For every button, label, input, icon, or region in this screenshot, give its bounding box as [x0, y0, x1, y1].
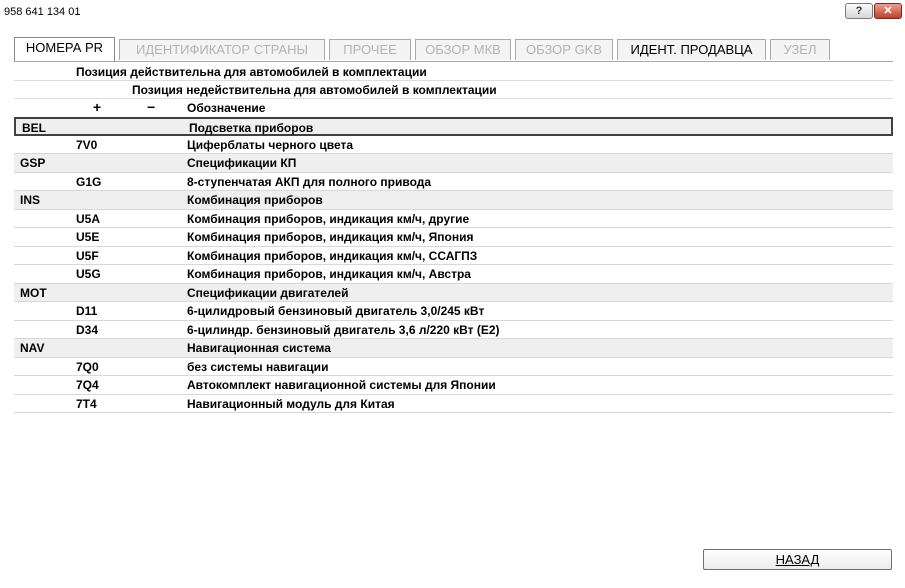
description-cell: Циферблаты черного цвета — [187, 137, 354, 152]
pr-code-cell: 7V0 — [76, 137, 98, 152]
description-cell: Комбинация приборов, индикация км/ч, Япония — [187, 230, 474, 244]
tab-pr-numbers[interactable]: НОМЕРА PR — [14, 37, 115, 61]
description-cell: Навигационный модуль для Китая — [187, 396, 395, 411]
group-code-cell: GSP — [20, 156, 46, 170]
table-row[interactable] — [14, 376, 893, 395]
group-code-cell: INS — [20, 193, 41, 207]
table-row[interactable] — [14, 265, 893, 284]
title-bar — [0, 0, 905, 24]
pr-code-cell: D34 — [76, 322, 99, 337]
header-divider — [14, 80, 893, 81]
table-row[interactable] — [14, 228, 893, 247]
table-row[interactable] — [14, 136, 893, 155]
tab-mkv-overview[interactable]: ОБЗОР МКВ — [415, 39, 511, 60]
tab-country-id[interactable]: ИДЕНТИФИКАТОР СТРАНЫ — [119, 39, 325, 60]
description-cell: 8-ступенчатая АКП для полного привода — [187, 174, 432, 189]
description-cell: Навигационная система — [187, 341, 331, 355]
header-minus-label: − — [147, 99, 156, 115]
pr-code-cell: D11 — [76, 304, 98, 318]
header-divider — [14, 98, 893, 99]
group-row[interactable] — [14, 191, 893, 210]
description-cell: Подсветка приборов — [189, 121, 314, 135]
header-valid-text: Позиция действительна для автомобилей в комплектации — [76, 65, 427, 79]
window-title: 958 641 134 01 — [4, 6, 81, 18]
pr-code-cell: G1G — [76, 174, 102, 189]
table-row[interactable] — [14, 302, 893, 321]
table-row[interactable] — [14, 395, 893, 414]
description-cell: без системы навигации — [187, 359, 329, 374]
description-cell: Автокомплект навигационной системы для Японии — [187, 378, 496, 392]
tab-other[interactable]: ПРОЧЕЕ — [329, 39, 411, 60]
tab-node[interactable]: УЗЕЛ — [770, 39, 830, 60]
pr-code-cell: 7Q0 — [76, 359, 99, 374]
header-invalid-text: Позиция недействительна для автомобилей в комплектации — [132, 83, 497, 97]
group-code-cell: NAV — [20, 341, 45, 355]
close-button[interactable]: ✕ — [874, 3, 902, 19]
description-cell: Комбинация приборов, индикация км/ч, ССАГПЗ — [187, 248, 478, 263]
header-designation: Обозначение — [187, 101, 266, 115]
group-code-cell: MOT — [20, 285, 47, 300]
pr-numbers-table — [14, 117, 893, 413]
tab-gkb-overview[interactable]: ОБЗОР GKB — [515, 39, 613, 60]
pr-code-cell: 7Q4 — [76, 378, 99, 392]
help-button[interactable]: ? — [845, 3, 873, 19]
group-code-cell: BEL — [22, 121, 46, 135]
description-cell: Комбинация приборов — [187, 193, 323, 207]
tab-divider — [14, 61, 893, 62]
group-row[interactable] — [14, 117, 893, 136]
back-button[interactable]: НАЗАД — [703, 549, 892, 570]
group-row[interactable] — [14, 284, 893, 303]
table-row[interactable] — [14, 358, 893, 377]
pr-code-cell: U5F — [76, 248, 99, 263]
pr-code-cell: U5A — [76, 211, 101, 226]
description-cell: 6-цилиндр. бензиновый двигатель 3,6 л/220 кВт (E2) — [187, 322, 500, 337]
group-row[interactable] — [14, 154, 893, 173]
header-plus-label: + — [93, 99, 102, 115]
table-row[interactable] — [14, 210, 893, 229]
pr-code-cell: 7T4 — [76, 396, 97, 411]
pr-code-cell: U5E — [76, 230, 100, 244]
tab-dealer-id[interactable]: ИДЕНТ. ПРОДАВЦА — [617, 39, 766, 60]
description-cell: Спецификации двигателей — [187, 285, 349, 300]
description-cell: Комбинация приборов, индикация км/ч, другие — [187, 211, 470, 226]
table-row[interactable] — [14, 321, 893, 340]
description-cell: Комбинация приборов, индикация км/ч, Австра — [187, 267, 471, 281]
description-cell: Спецификации КП — [187, 156, 297, 170]
table-row[interactable] — [14, 247, 893, 266]
pr-code-cell: U5G — [76, 267, 101, 281]
table-row[interactable] — [14, 173, 893, 192]
group-row[interactable] — [14, 339, 893, 358]
description-cell: 6-цилидровый бензиновый двигатель 3,0/245 кВт — [187, 304, 485, 318]
